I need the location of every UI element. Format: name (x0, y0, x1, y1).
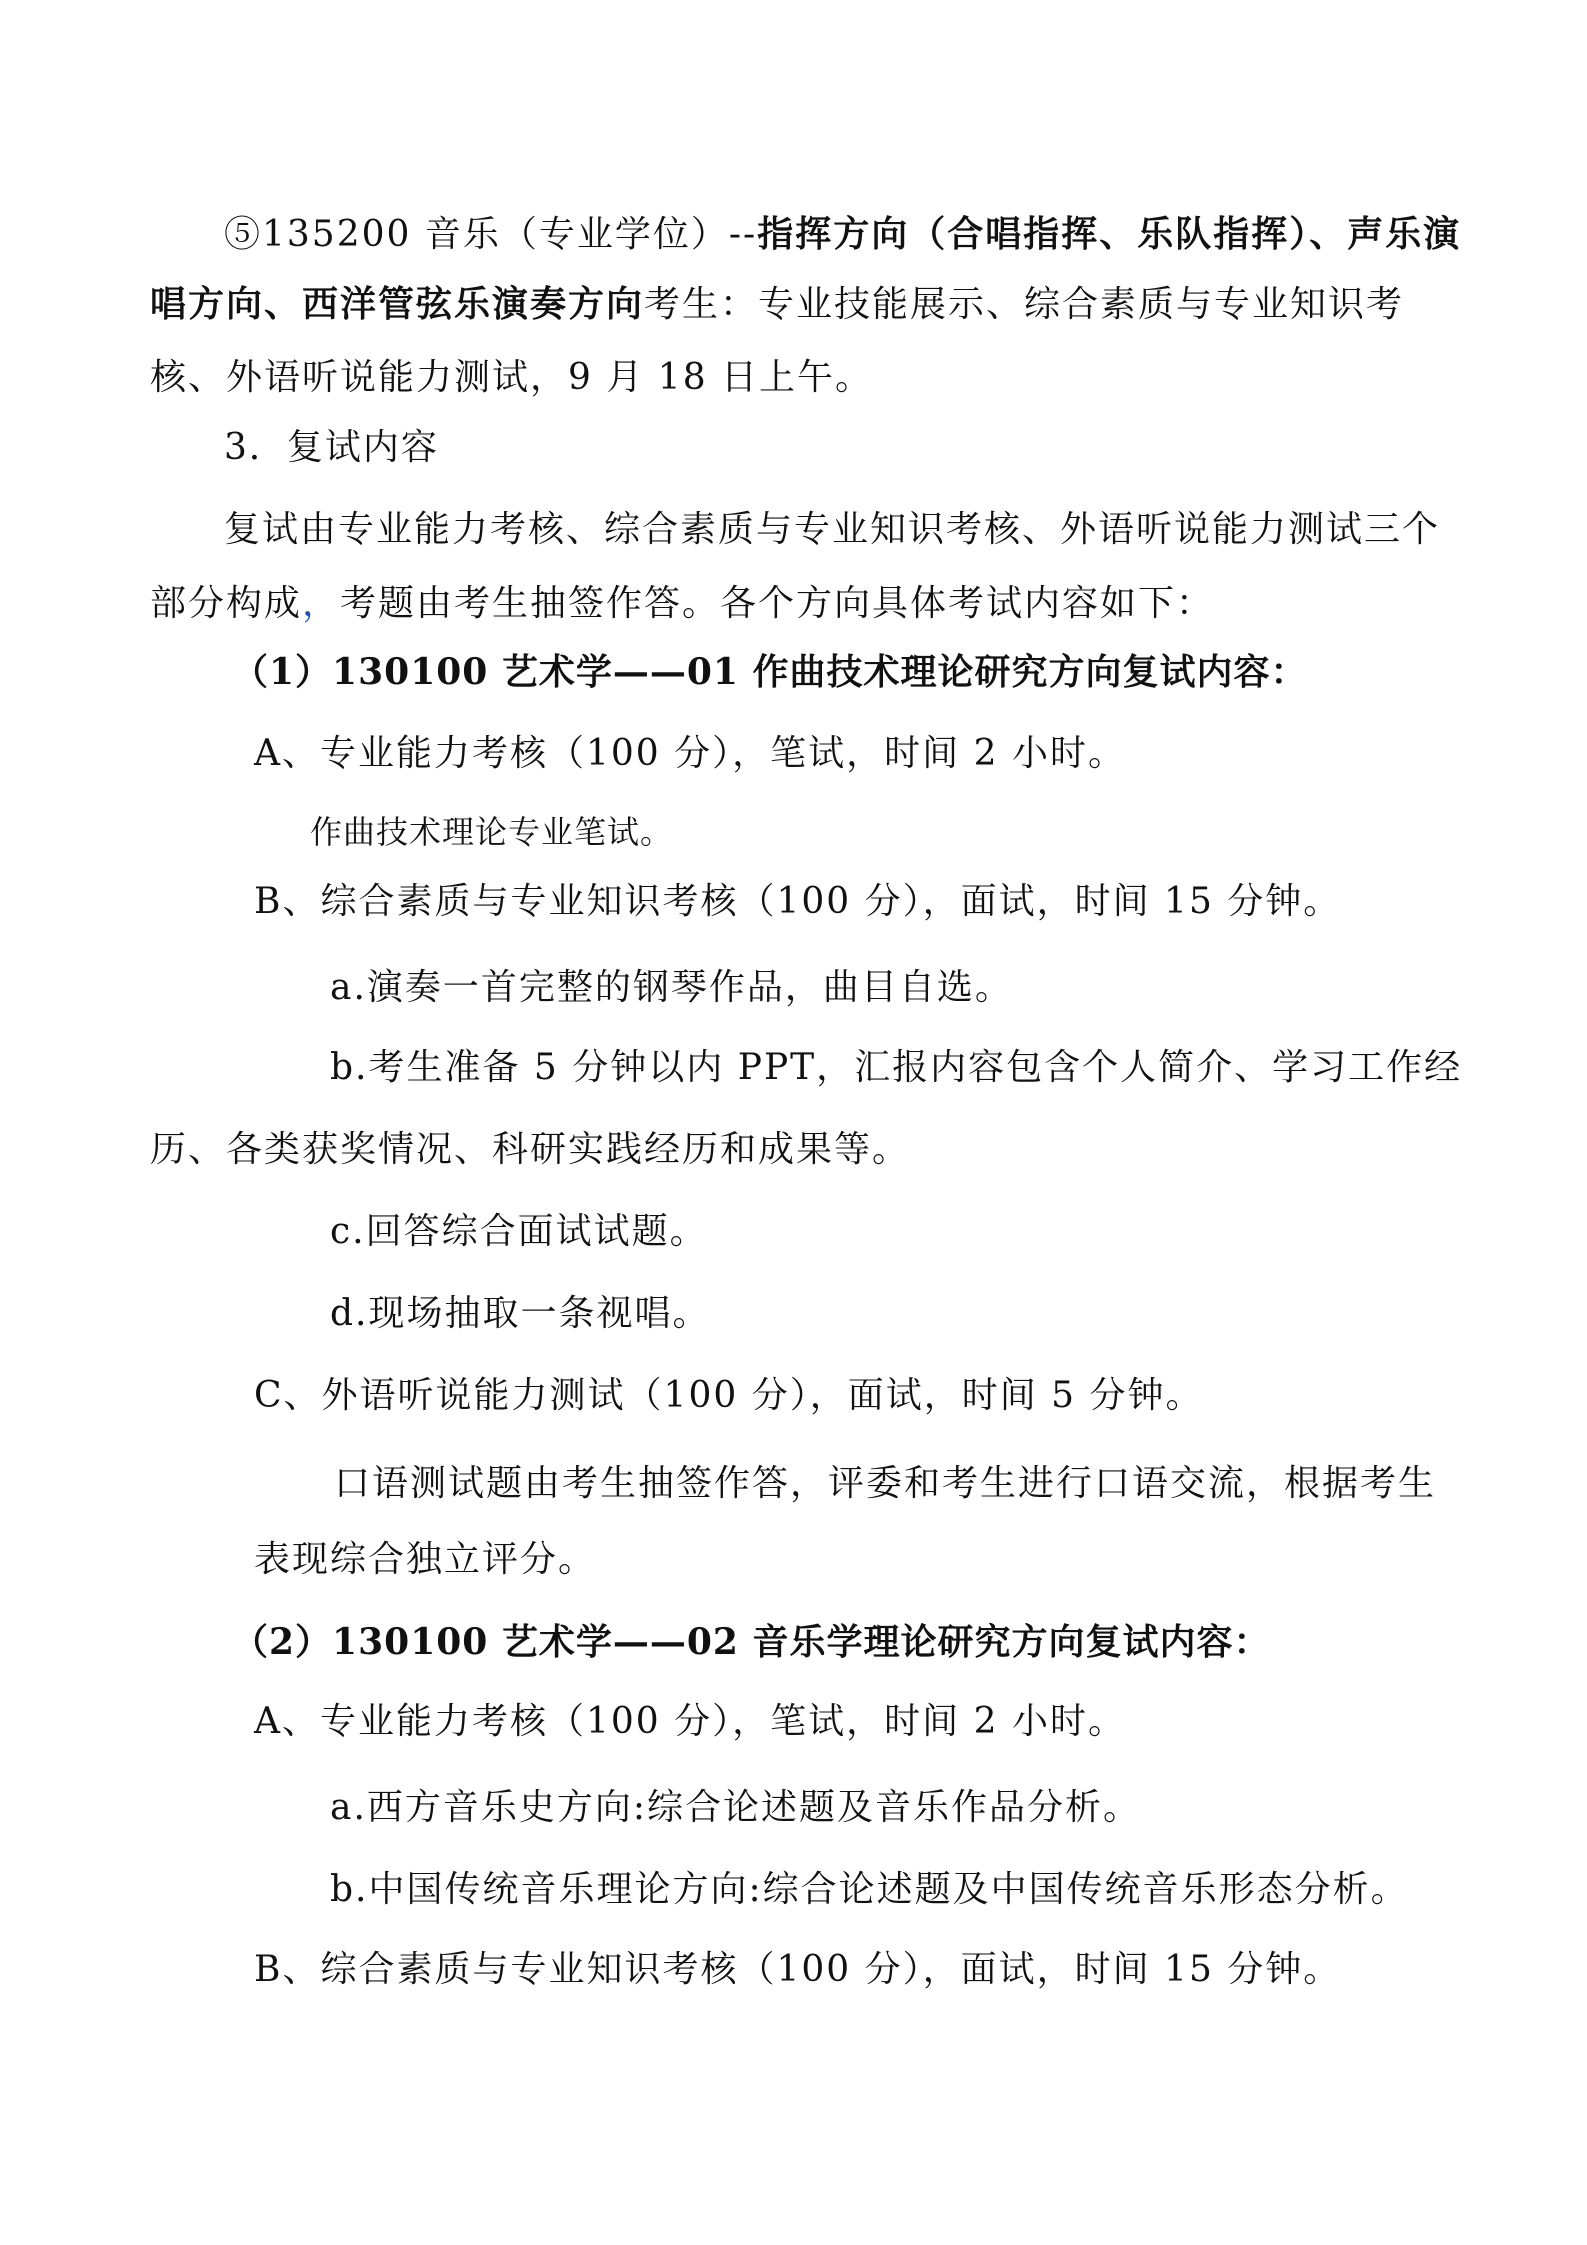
part-1-a-title: A、专业能力考核（100 分），笔试，时间 2 小时。 (254, 733, 1126, 774)
paragraph-5-exam-items: 考生：专业技能展示、综合素质与专业知识考 (644, 284, 1405, 325)
part-2-b-title: B、综合素质与专业知识考核（100 分），面试，时间 15 分钟。 (254, 1949, 1342, 1990)
paragraph-5-line-3: 核、外语听说能力测试，9 月 18 日上午。 (150, 357, 874, 398)
paragraph-5-prefix: ⑤135200 音乐（专业学位）-- (224, 214, 758, 255)
part-1-b-title: B、综合素质与专业知识考核（100 分），面试，时间 15 分钟。 (254, 881, 1342, 922)
part-1-c-detail-line-1: 口语测试题由考生抽签作答，评委和考生进行口语交流，根据考生 (334, 1463, 1437, 1504)
intro-part-a: 部分构成 (150, 583, 303, 624)
section-3-heading: 3．复试内容 (224, 427, 439, 468)
paragraph-5-line-2 (150, 282, 1404, 327)
part-1-b-item-d: d.现场抽取一条视唱。 (330, 1293, 711, 1334)
part-1-c-title: C、外语听说能力测试（100 分），面试，时间 5 分钟。 (254, 1375, 1204, 1416)
part-2-a-title: A、专业能力考核（100 分），笔试，时间 2 小时。 (254, 1701, 1126, 1742)
part-1-b-item-b-line-1: b.考生准备 5 分钟以内 PPT，汇报内容包含个人简介、学习工作经 (330, 1047, 1463, 1088)
section-3-intro-line-1: 复试由专业能力考核、综合素质与专业知识考核、外语听说能力测试三个 (224, 509, 1441, 550)
paragraph-5-bold-directions-cont: 唱方向、西洋管弦乐演奏方向 (150, 283, 645, 325)
paragraph-5-bold-directions: 指挥方向（合唱指挥、乐队指挥）、声乐演 (757, 213, 1462, 255)
part-2-a-item-a: a.西方音乐史方向:综合论述题及音乐作品分析。 (330, 1787, 1142, 1828)
part-1-heading: （1）130100 艺术学——01 作曲技术理论研究方向复试内容： (232, 651, 1308, 693)
part-1-b-item-a: a.演奏一首完整的钢琴作品，曲目自选。 (330, 967, 1013, 1008)
section-3-intro-line-2 (150, 582, 1214, 626)
part-2-heading: （2）130100 艺术学——02 音乐学理论研究方向复试内容： (232, 1621, 1271, 1663)
part-1-a-detail: 作曲技术理论专业笔试。 (310, 813, 674, 851)
part-1-c-detail-line-2: 表现综合独立评分。 (254, 1539, 597, 1580)
intro-comma: ， (302, 583, 341, 624)
part-1-b-item-b-line-2: 历、各类获奖情况、科研实践经历和成果等。 (150, 1129, 911, 1170)
part-1-b-item-c: c.回答综合面试试题。 (330, 1211, 708, 1252)
intro-part-b: 考题由考生抽签作答。各个方向具体考试内容如下： (340, 583, 1215, 624)
paragraph-5-line-1 (224, 212, 1461, 257)
part-2-a-item-b: b.中国传统音乐理论方向:综合论述题及中国传统音乐形态分析。 (330, 1869, 1409, 1910)
